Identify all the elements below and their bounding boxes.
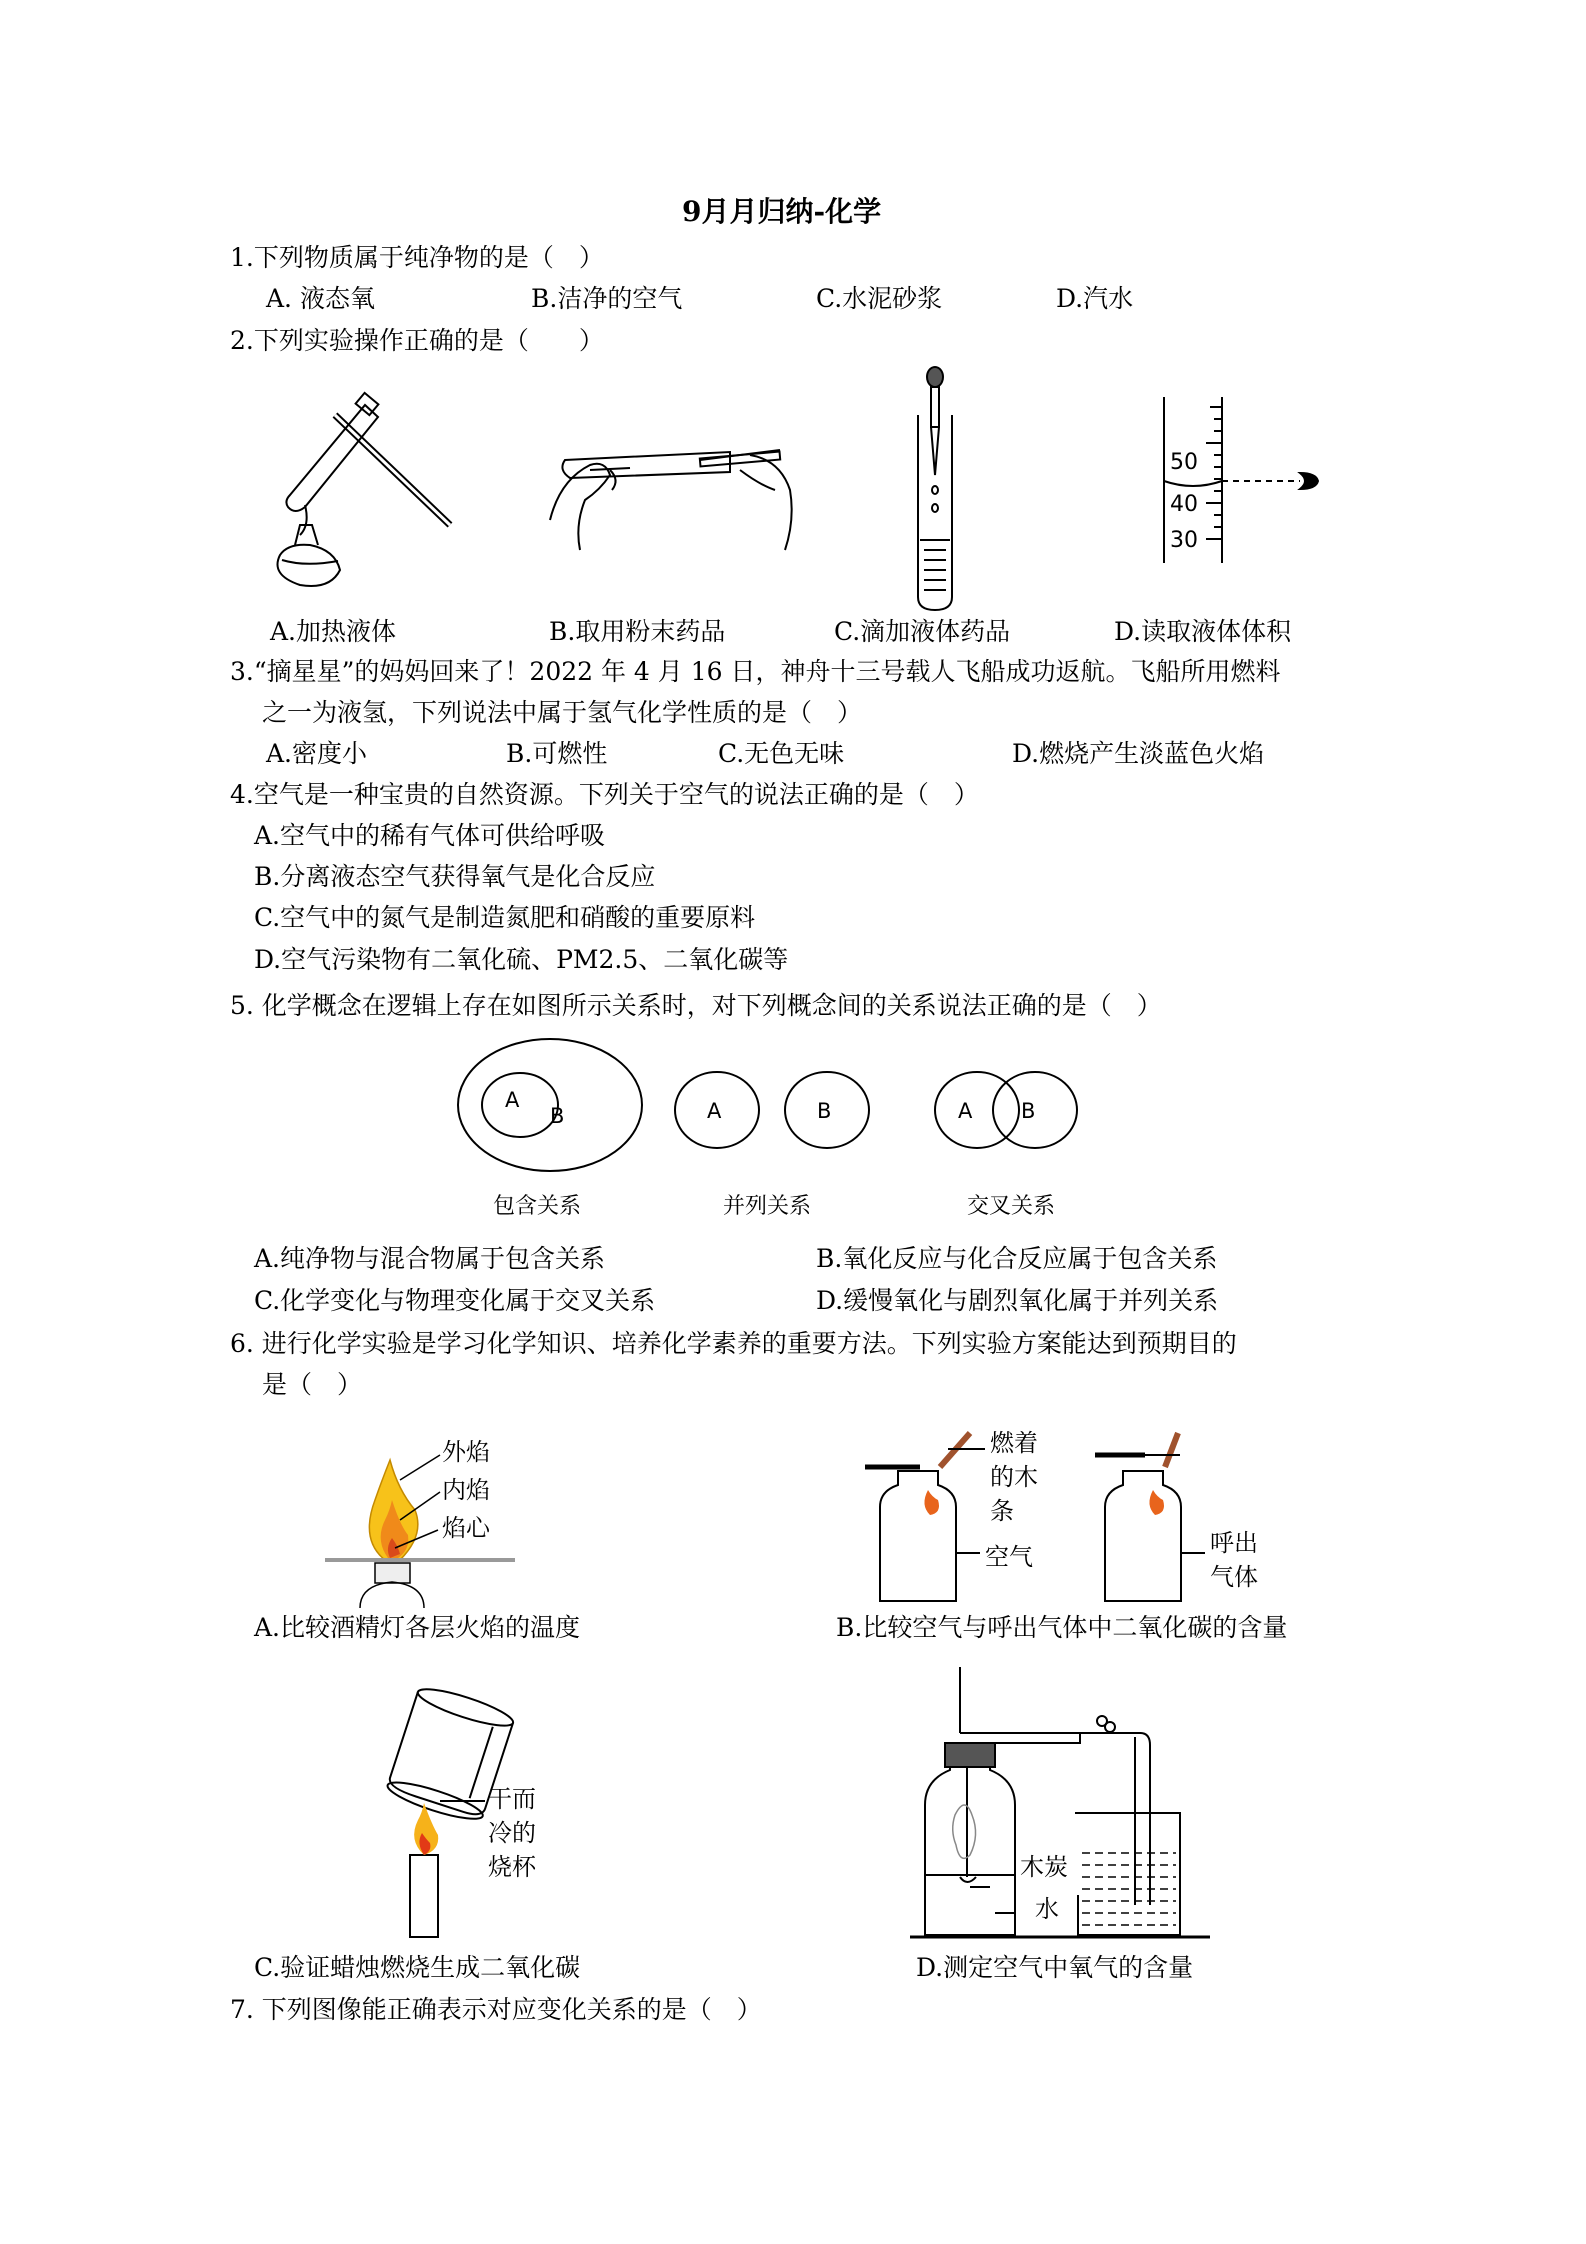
q3-option-d: D.燃烧产生淡蓝色火焰 bbox=[1012, 739, 1265, 768]
q5-option-d: D.缓慢氧化与剧烈氧化属于并列关系 bbox=[816, 1286, 1219, 1315]
q3-option-a: A.密度小 bbox=[266, 739, 368, 768]
inclusion-label-a: A bbox=[505, 1088, 520, 1112]
question-5-stem: 5. 化学概念在逻辑上存在如图所示关系时，对下列概念间的关系说法正确的是（ ） bbox=[230, 991, 1162, 1020]
q1-option-d: D.汽水 bbox=[1056, 284, 1134, 313]
powder-sampling-figure bbox=[550, 430, 800, 560]
question-3-stem-line2: 之一为液氢，下列说法中属于氢气化学性质的是（ ） bbox=[262, 698, 863, 727]
question-3-stem-line1: 3.“摘星星”的妈妈回来了！2022 年 4 月 16 日，神舟十三号载人飞船成功返航。飞船所用燃料 bbox=[230, 657, 1281, 686]
concept-relation-diagram bbox=[455, 1035, 1095, 1235]
cold-beaker-label-2: 冷的 bbox=[488, 1819, 536, 1847]
burning-stick-label-3: 条 bbox=[990, 1497, 1014, 1525]
gas-bottles-figure bbox=[860, 1425, 1340, 1605]
candle-beaker-figure bbox=[370, 1695, 590, 1940]
cold-beaker-label-3: 烧杯 bbox=[488, 1853, 536, 1881]
cold-beaker-label-1: 干而 bbox=[488, 1785, 536, 1813]
question-4-stem: 4.空气是一种宝贵的自然资源。下列关于空气的说法正确的是（ ） bbox=[230, 780, 979, 809]
caption-inclusion: 包含关系 bbox=[493, 1194, 582, 1219]
exhaled-label-1: 呼出 bbox=[1210, 1529, 1258, 1557]
burning-stick-label-1: 燃着 bbox=[990, 1429, 1038, 1457]
cylinder-tick-30: 30 bbox=[1170, 528, 1198, 553]
heating-liquid-figure bbox=[260, 385, 460, 595]
q1-option-a: A. 液态氧 bbox=[266, 284, 375, 313]
q6-option-c: C.验证蜡烛燃烧生成二氧化碳 bbox=[254, 1953, 581, 1982]
q2-option-c: C.滴加液体药品 bbox=[834, 617, 1011, 646]
q1-option-c: C.水泥砂浆 bbox=[816, 284, 943, 313]
alcohol-lamp-flame-figure bbox=[320, 1430, 520, 1610]
q4-option-a: A.空气中的稀有气体可供给呼吸 bbox=[254, 821, 606, 850]
q6-option-b: B.比较空气与呼出气体中二氧化碳的含量 bbox=[836, 1613, 1288, 1642]
air-label: 空气 bbox=[985, 1543, 1033, 1571]
inclusion-label-b: B bbox=[550, 1104, 565, 1128]
burning-stick-label-2: 的木 bbox=[990, 1463, 1038, 1491]
graduated-cylinder-figure bbox=[1150, 395, 1330, 570]
parallel-label-a: A bbox=[707, 1099, 722, 1123]
dropper-figure bbox=[900, 365, 970, 615]
question-1-stem: 1.下列物质属于纯净物的是（ ） bbox=[230, 243, 604, 272]
cylinder-tick-40: 40 bbox=[1170, 492, 1198, 517]
q4-option-c: C.空气中的氮气是制造氮肥和硝酸的重要原料 bbox=[254, 903, 756, 932]
q6-option-d: D.测定空气中氧气的含量 bbox=[916, 1953, 1194, 1982]
q1-option-b: B.洁净的空气 bbox=[531, 284, 683, 313]
inner-flame-label: 内焰 bbox=[442, 1476, 490, 1504]
q3-option-b: B.可燃性 bbox=[506, 739, 608, 768]
q5-option-c: C.化学变化与物理变化属于交叉关系 bbox=[254, 1286, 656, 1315]
parallel-label-b: B bbox=[817, 1099, 832, 1123]
q2-option-d: D.读取液体体积 bbox=[1114, 617, 1292, 646]
outer-flame-label: 外焰 bbox=[442, 1438, 490, 1466]
question-6-stem-line1: 6. 进行化学实验是学习化学知识、培养化学素养的重要方法。下列实验方案能达到预期目的 bbox=[230, 1329, 1237, 1358]
q3-option-c: C.无色无味 bbox=[718, 739, 845, 768]
oxygen-content-apparatus-figure bbox=[910, 1665, 1220, 1940]
q5-option-b: B.氧化反应与化合反应属于包含关系 bbox=[816, 1244, 1218, 1273]
flame-core-label: 焰心 bbox=[442, 1514, 490, 1542]
exhaled-label-2: 气体 bbox=[1210, 1563, 1258, 1591]
cylinder-tick-50: 50 bbox=[1170, 450, 1198, 475]
question-6-stem-line2: 是（ ） bbox=[262, 1370, 363, 1399]
q2-option-b: B.取用粉末药品 bbox=[549, 617, 726, 646]
intersect-label-b: B bbox=[1021, 1099, 1036, 1123]
question-7-stem: 7. 下列图像能正确表示对应变化关系的是（ ） bbox=[230, 1995, 762, 2024]
q6-option-a: A.比较酒精灯各层火焰的温度 bbox=[254, 1613, 581, 1642]
q2-option-a: A.加热液体 bbox=[270, 617, 397, 646]
q5-option-a: A.纯净物与混合物属于包含关系 bbox=[254, 1244, 606, 1273]
intersect-label-a: A bbox=[958, 1099, 973, 1123]
question-2-stem: 2.下列实验操作正确的是（ ） bbox=[230, 326, 604, 355]
charcoal-label: 木炭 bbox=[1020, 1853, 1068, 1881]
page-title: 9月月归纳-化学 bbox=[682, 195, 882, 228]
caption-intersect: 交叉关系 bbox=[967, 1194, 1056, 1219]
q4-option-d: D.空气污染物有二氧化硫、PM2.5、二氧化碳等 bbox=[254, 945, 789, 974]
inclusion-inner-circle bbox=[482, 1073, 558, 1137]
q4-option-b: B.分离液态空气获得氧气是化合反应 bbox=[254, 862, 656, 891]
caption-parallel: 并列关系 bbox=[723, 1194, 812, 1219]
water-label: 水 bbox=[1035, 1895, 1059, 1923]
